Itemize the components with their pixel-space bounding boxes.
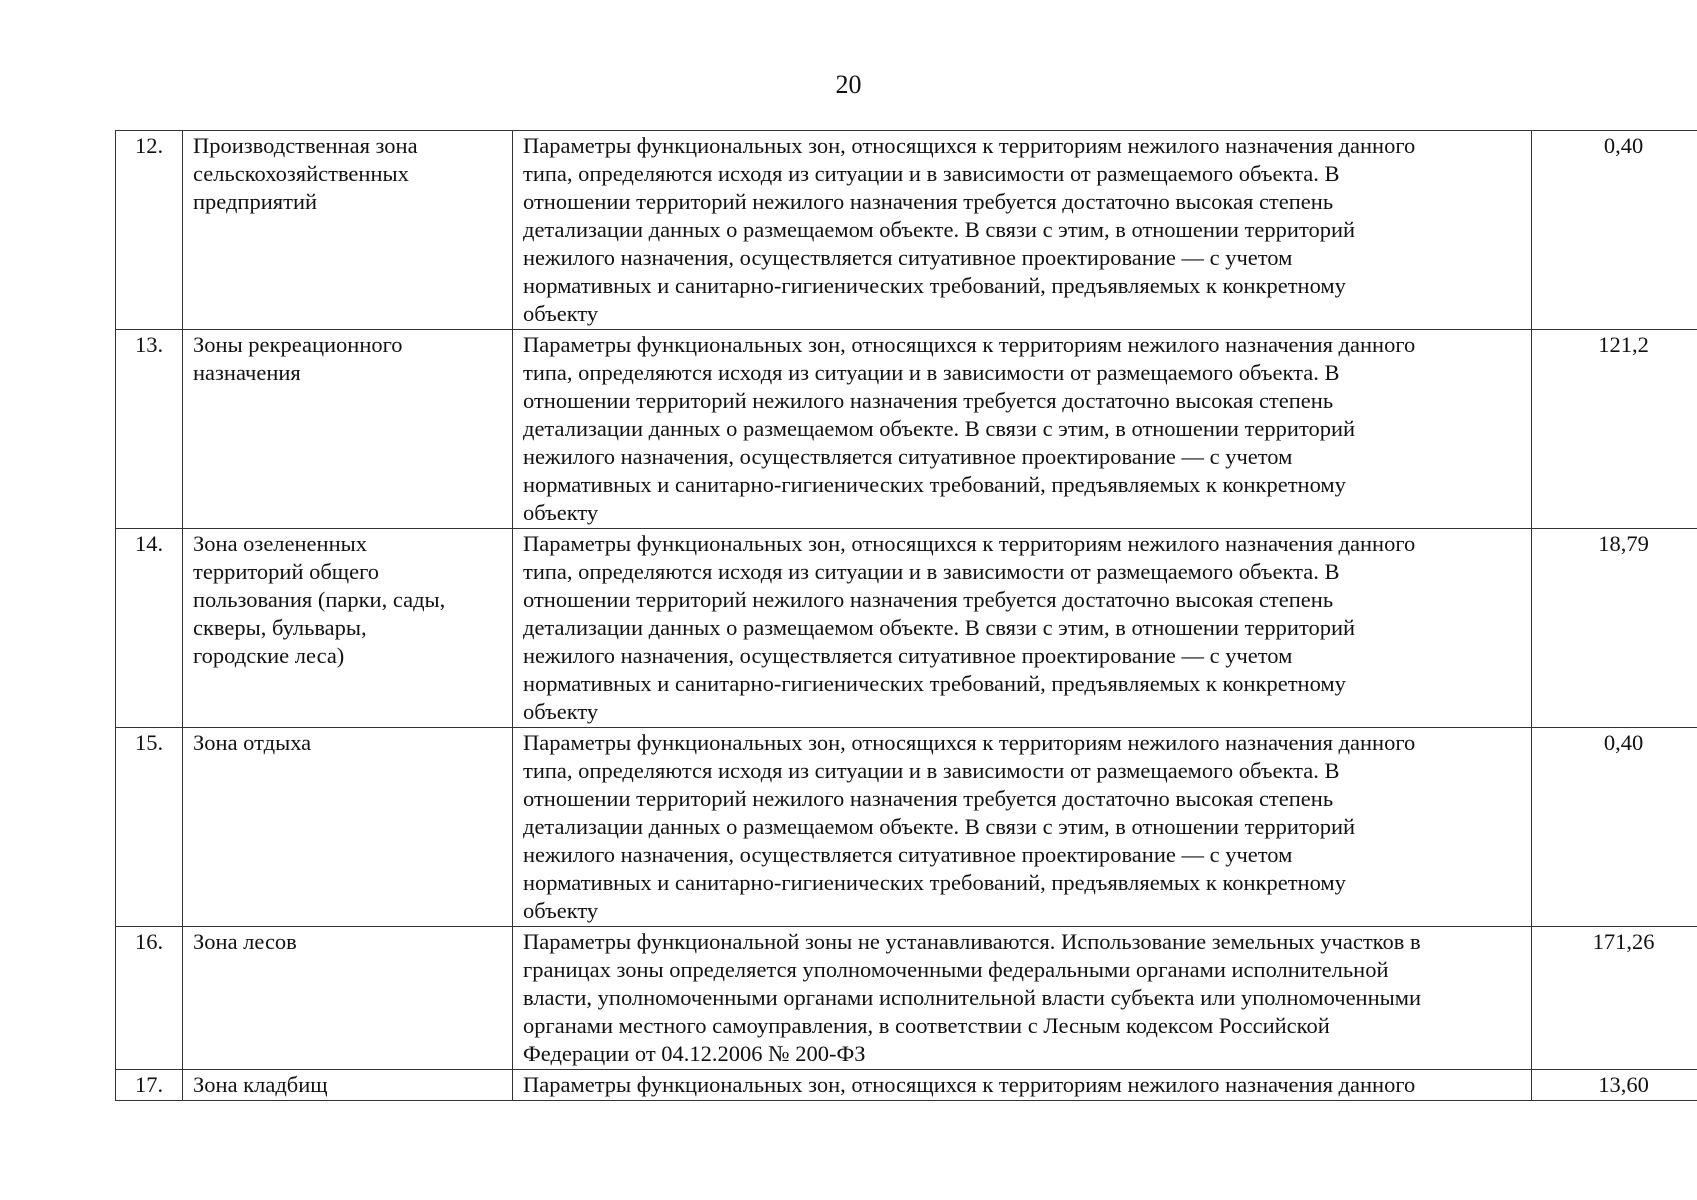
row-number: 15. xyxy=(116,728,183,927)
row-number: 17. xyxy=(116,1070,183,1101)
row-number: 16. xyxy=(116,927,183,1070)
zone-area: 121,2 xyxy=(1532,330,1697,529)
zone-parameters: Параметры функциональных зон, относящихся к территориям нежилого назначения данного типа, определяются исходя из ситуации и в зависимости от размещаемого объекта. В отношении территорий нежилого назначения требуется достаточно высокая степень детализации данных о размещаемом объекте. В связи с этим, в отношении территорий нежилого назначения, осуществляется ситуативное проектирование — с учетом нормативных и санитарно-гигиенических требований, предъявляемых к конкретному объекту xyxy=(513,131,1532,330)
table-row xyxy=(116,131,1697,330)
zone-parameters: Параметры функциональных зон, относящихся к территориям нежилого назначения данного типа, определяются исходя из ситуации и в зависимости от размещаемого объекта. В отношении территорий нежилого назначения требуется достаточно высокая степень детализации данных о размещаемом объекте. В связи с этим, в отношении территорий нежилого назначения, осуществляется ситуативное проектирование — с учетом нормативных и санитарно-гигиенических требований, предъявляемых к конкретному объекту xyxy=(513,728,1532,927)
zone-parameters: Параметры функциональных зон, относящихся к территориям нежилого назначения данного xyxy=(513,1070,1532,1101)
zone-area: 171,26 xyxy=(1532,927,1697,1070)
table-row xyxy=(116,529,1697,728)
row-number: 14. xyxy=(116,529,183,728)
zones-table xyxy=(115,130,1697,1101)
zone-name: Зоны рекреационного назначения xyxy=(183,330,513,529)
zone-parameters: Параметры функциональной зоны не устанавливаются. Использование земельных участков в границах зоны определяется уполномоченными федеральными органами исполнительной власти, уполномоченными органами исполнительной власти субъекта или уполномоченными органами местного самоуправления, в соответствии с Лесным кодексом Российской Федерации от 04.12.2006 № 200-ФЗ xyxy=(513,927,1532,1070)
table-row xyxy=(116,927,1697,1070)
table-row xyxy=(116,1070,1697,1101)
zone-name: Зона отдыха xyxy=(183,728,513,927)
zone-area: 18,79 xyxy=(1532,529,1697,728)
table-row xyxy=(116,728,1697,927)
zone-name: Зона лесов xyxy=(183,927,513,1070)
row-number: 12. xyxy=(116,131,183,330)
table-row xyxy=(116,330,1697,529)
zone-parameters: Параметры функциональных зон, относящихся к территориям нежилого назначения данного типа, определяются исходя из ситуации и в зависимости от размещаемого объекта. В отношении территорий нежилого назначения требуется достаточно высокая степень детализации данных о размещаемом объекте. В связи с этим, в отношении территорий нежилого назначения, осуществляется ситуативное проектирование — с учетом нормативных и санитарно-гигиенических требований, предъявляемых к конкретному объекту xyxy=(513,330,1532,529)
page-number: 20 xyxy=(835,70,862,99)
zone-area: 0,40 xyxy=(1532,131,1697,330)
zone-parameters: Параметры функциональных зон, относящихся к территориям нежилого назначения данного типа, определяются исходя из ситуации и в зависимости от размещаемого объекта. В отношении территорий нежилого назначения требуется достаточно высокая степень детализации данных о размещаемом объекте. В связи с этим, в отношении территорий нежилого назначения, осуществляется ситуативное проектирование — с учетом нормативных и санитарно-гигиенических требований, предъявляемых к конкретному объекту xyxy=(513,529,1532,728)
zone-name: Зона озелененных территорий общего пользования (парки, сады, скверы, бульвары, городские леса) xyxy=(183,529,513,728)
row-number: 13. xyxy=(116,330,183,529)
zone-area: 13,60 xyxy=(1532,1070,1697,1101)
zone-name: Производственная зона сельскохозяйственных предприятий xyxy=(183,131,513,330)
zone-name: Зона кладбищ xyxy=(183,1070,513,1101)
zone-area: 0,40 xyxy=(1532,728,1697,927)
